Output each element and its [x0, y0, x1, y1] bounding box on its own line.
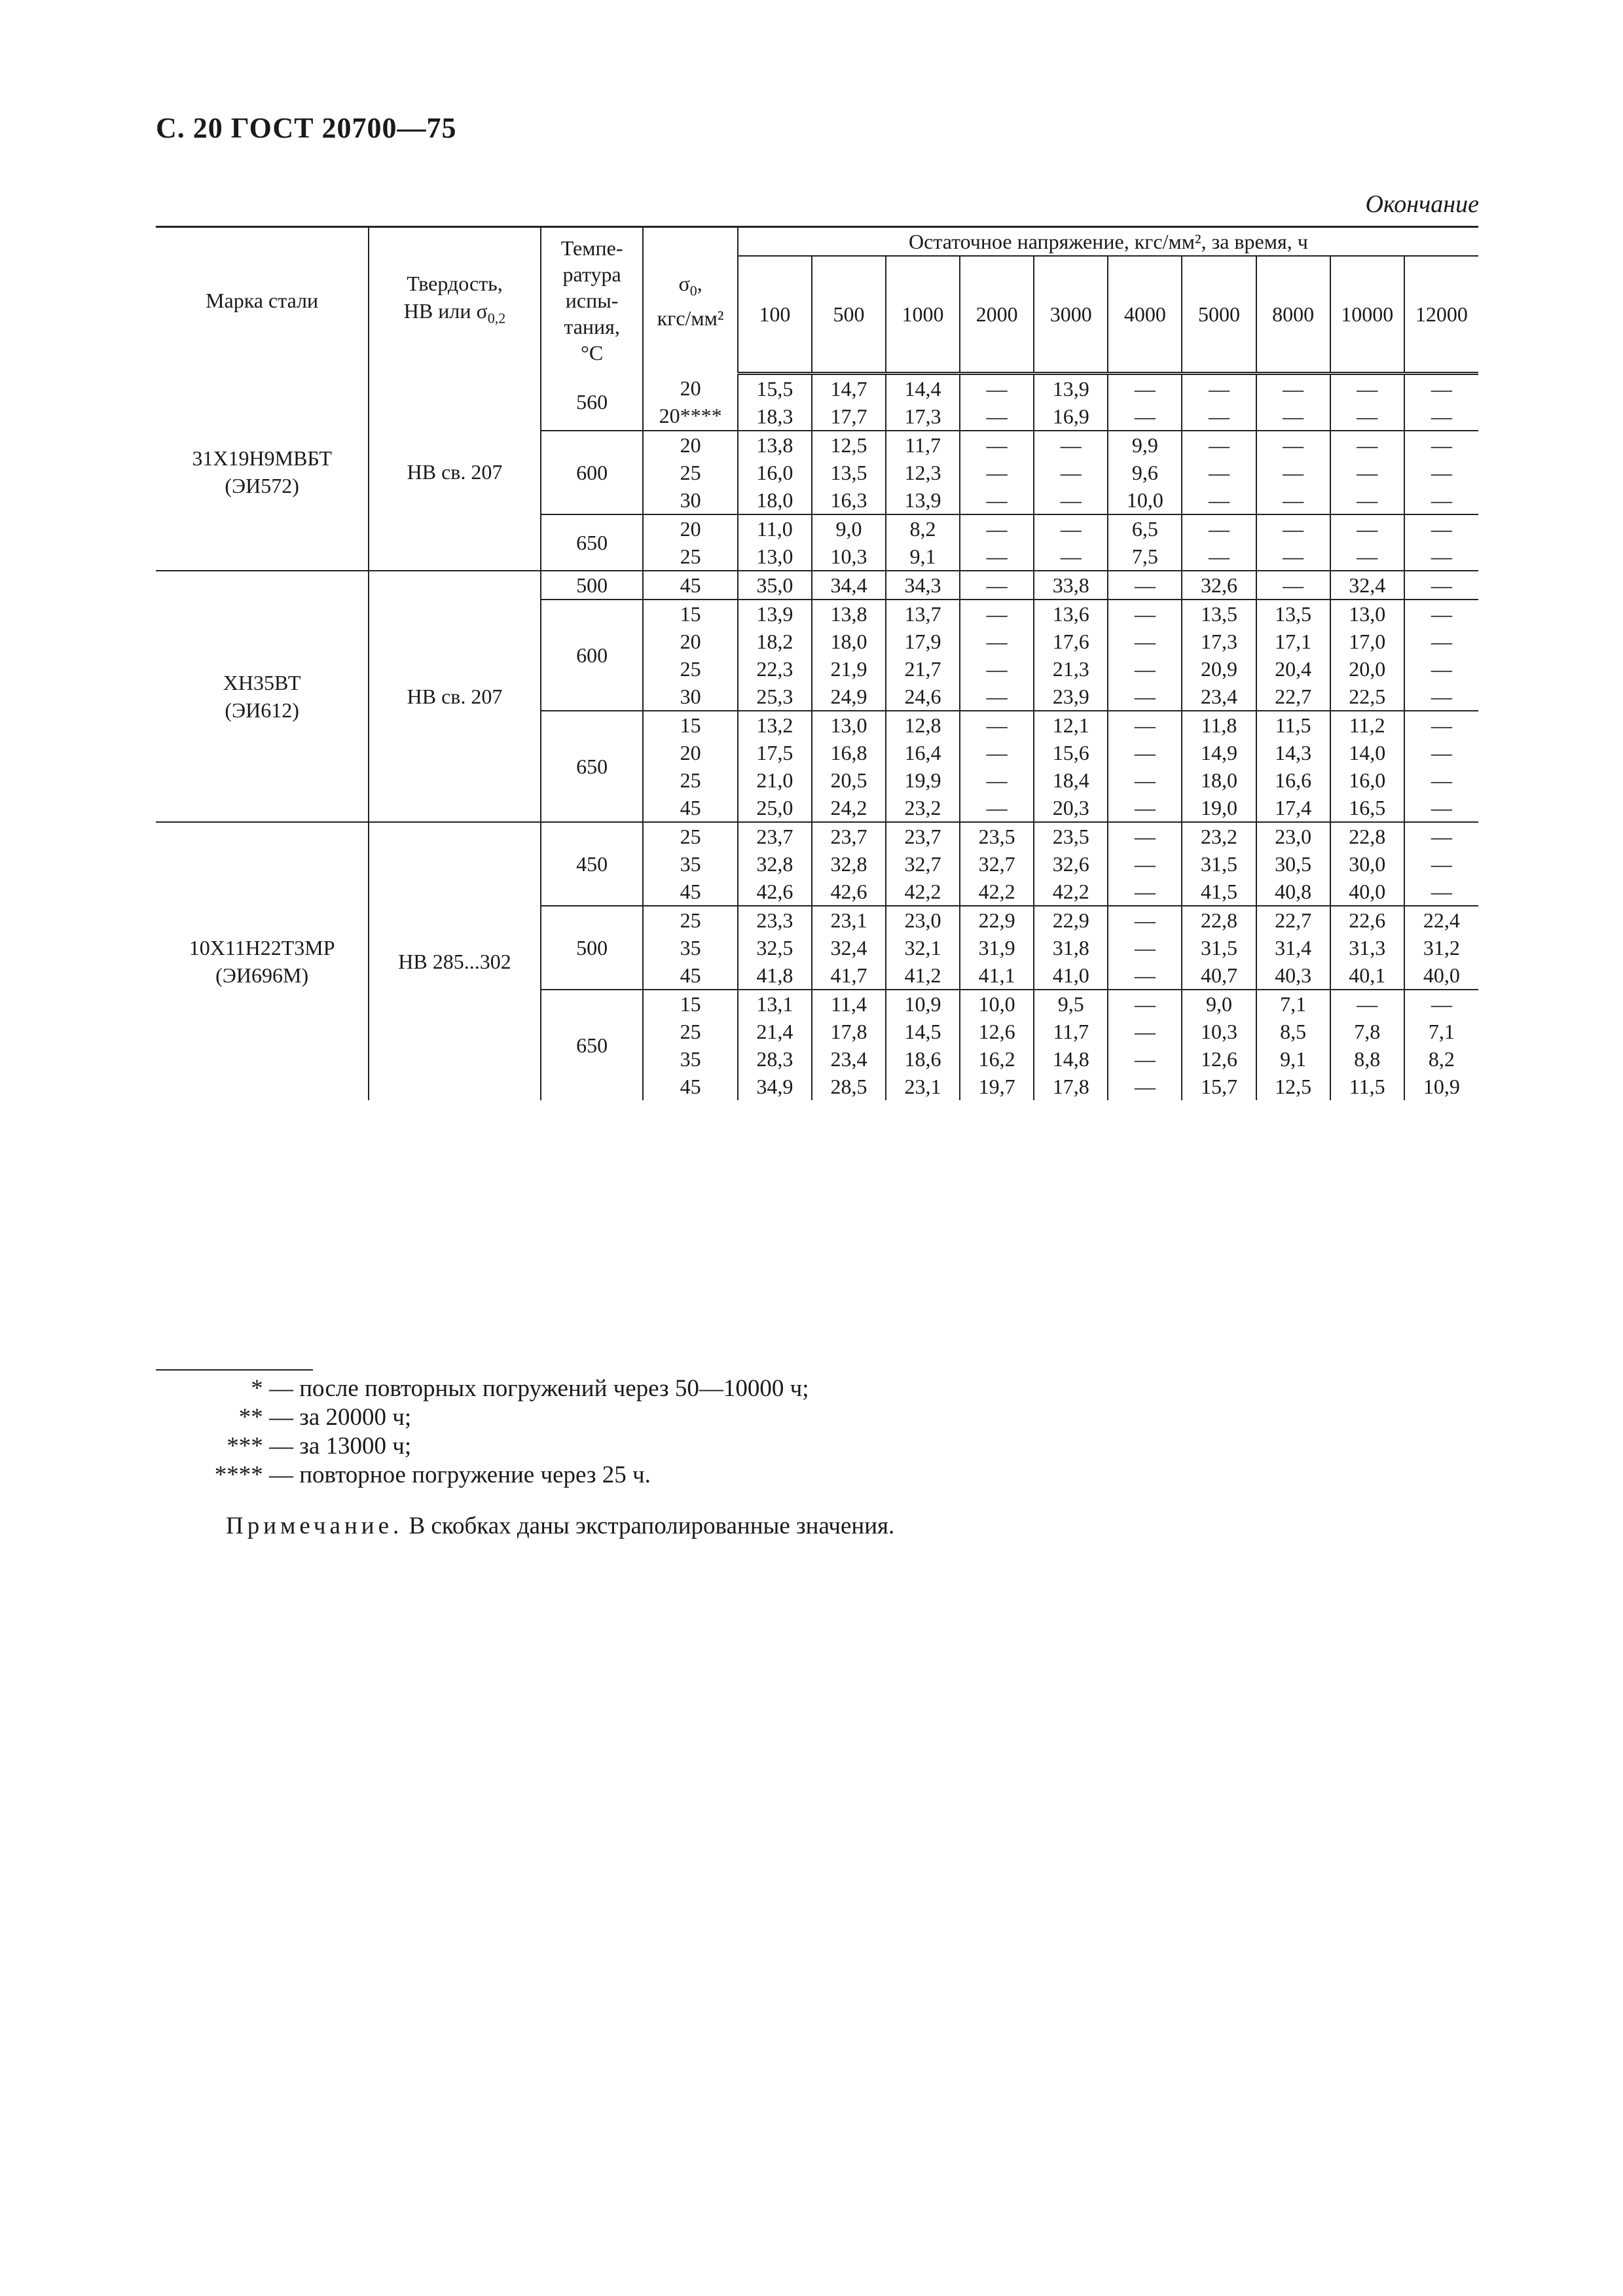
header-sigma: $\sigma_0$, кгс/мм² [643, 227, 737, 374]
residual-stress-value: 35,0 [738, 571, 812, 600]
residual-stress-value: 11,5 14,3 16,6 17,4 [1256, 711, 1330, 822]
residual-stress-value: — — — [1404, 431, 1478, 514]
residual-stress-value: 13,5 17,1 20,4 22,7 [1256, 600, 1330, 711]
residual-stress-value: 22,9 31,8 41,0 [1034, 906, 1108, 990]
residual-stress-value: 6,5 7,5 [1108, 514, 1182, 571]
test-temperature: 650 [541, 990, 644, 1100]
header-time-12000: 12000 [1404, 256, 1478, 374]
residual-stress-value: 23,7 32,8 42,6 [738, 822, 812, 906]
residual-stress-value: — — — [960, 431, 1034, 514]
residual-stress-value: 13,0 16,8 20,5 24,2 [812, 711, 886, 822]
residual-stress-value: — — [1108, 374, 1182, 431]
hardness-value: НВ 285...302 [369, 822, 541, 1100]
initial-stress: 25 35 45 [643, 906, 737, 990]
footnote-3: *** — за 13000 ч; [227, 1433, 412, 1460]
residual-stress-value: 23,3 32,5 41,8 [738, 906, 812, 990]
header-time-2000: 2000 [960, 256, 1034, 374]
footnote-separator [156, 1369, 313, 1371]
residual-stress-value: — — — — [1108, 600, 1182, 711]
header-time-3000: 3000 [1034, 256, 1108, 374]
test-temperature: 600 [541, 600, 644, 711]
stress-table [156, 226, 1478, 1100]
residual-stress-value: 22,6 31,3 40,1 [1330, 906, 1404, 990]
residual-stress-value: 13,5 17,3 20,9 23,4 [1182, 600, 1256, 711]
header-time-500: 500 [812, 256, 886, 374]
residual-stress-value: — — — [1330, 431, 1404, 514]
residual-stress-value: 9,0 10,3 12,6 15,7 [1182, 990, 1256, 1100]
residual-stress-value: 23,5 32,7 42,2 [960, 822, 1034, 906]
residual-stress-value: — — [1182, 514, 1256, 571]
initial-stress: 15 25 35 45 [643, 990, 737, 1100]
header-time-5000: 5000 [1182, 256, 1256, 374]
test-temperature: 500 [541, 906, 644, 990]
header-time-4000: 4000 [1108, 256, 1182, 374]
residual-stress-value: 13,8 16,0 18,0 [738, 431, 812, 514]
residual-stress-value: 12,5 13,5 16,3 [812, 431, 886, 514]
residual-stress-value: 9,9 9,6 10,0 [1108, 431, 1182, 514]
hardness-value: НВ св. 207 [369, 571, 541, 822]
test-temperature: 500 [541, 571, 644, 600]
initial-stress: 15 20 25 45 [643, 711, 737, 822]
residual-stress-value: 9,0 10,3 [812, 514, 886, 571]
page-header: С. 20 ГОСТ 20700—75 [156, 112, 457, 144]
residual-stress-value: 11,2 14,0 16,0 16,5 [1330, 711, 1404, 822]
table-row [156, 571, 1478, 600]
header-time-100: 100 [738, 256, 812, 374]
residual-stress-value: 23,0 30,5 40,8 [1256, 822, 1330, 906]
initial-stress: 20 20**** [643, 374, 737, 431]
residual-stress-value: — — — — [960, 600, 1034, 711]
residual-stress-value: — — [1034, 514, 1108, 571]
residual-stress-value: 23,7 32,8 42,6 [812, 822, 886, 906]
residual-stress-value: — — — — [1404, 711, 1478, 822]
steel-grade: ХН35ВТ (ЭИ612) [156, 571, 369, 822]
residual-stress-value: 32,6 [1182, 571, 1256, 600]
residual-stress-value: 22,9 31,9 41,1 [960, 906, 1034, 990]
residual-stress-value: 22,8 30,0 40,0 [1330, 822, 1404, 906]
test-temperature: 560 [541, 374, 644, 431]
test-temperature: 650 [541, 514, 644, 571]
residual-stress-value: — — [1330, 514, 1404, 571]
residual-stress-value: 23,2 31,5 41,5 [1182, 822, 1256, 906]
test-temperature: 450 [541, 822, 644, 906]
residual-stress-value: — — — [1034, 431, 1108, 514]
residual-stress-value: — — — [1404, 822, 1478, 906]
hardness-value: НВ св. 207 [369, 374, 541, 571]
residual-stress-value: — [1256, 571, 1330, 600]
residual-stress-value: 11,0 13,0 [738, 514, 812, 571]
residual-stress-value: 11,7 12,3 13,9 [886, 431, 960, 514]
initial-stress: 25 35 45 [643, 822, 737, 906]
header-temperature: Темпе- ратура испы- тания, °С [541, 227, 644, 374]
residual-stress-value: 34,3 [886, 571, 960, 600]
test-temperature: 600 [541, 431, 644, 514]
residual-stress-value: — — — [1108, 822, 1182, 906]
residual-stress-value: 13,6 17,6 21,3 23,9 [1034, 600, 1108, 711]
residual-stress-value: — — [1404, 514, 1478, 571]
initial-stress: 20 25 30 [643, 431, 737, 514]
residual-stress-value: 14,7 17,7 [812, 374, 886, 431]
table-continuation-label: Окончание [1365, 190, 1479, 218]
residual-stress-value: 22,7 31,4 40,3 [1256, 906, 1330, 990]
header-time-1000: 1000 [886, 256, 960, 374]
residual-stress-value: 10,9 14,5 18,6 23,1 [886, 990, 960, 1100]
residual-stress-value: — — — — [1404, 600, 1478, 711]
residual-stress-value: 22,8 31,5 40,7 [1182, 906, 1256, 990]
residual-stress-value: 14,4 17,3 [886, 374, 960, 431]
header-time-8000: 8000 [1256, 256, 1330, 374]
table-row [156, 822, 1478, 906]
table-note: Примечание. В скобках даны экстраполированные значения. [226, 1513, 895, 1539]
footnote-2: ** — за 20000 ч; [238, 1404, 412, 1431]
residual-stress-value: 7,1 8,5 9,1 12,5 [1256, 990, 1330, 1100]
residual-stress-value: — — [1256, 374, 1330, 431]
residual-stress-value: — — — [1108, 906, 1182, 990]
residual-stress-value: 13,7 17,9 21,7 24,6 [886, 600, 960, 711]
residual-stress-value: — 7,1 8,2 10,9 [1404, 990, 1478, 1100]
residual-stress-value: 12,8 16,4 19,9 23,2 [886, 711, 960, 822]
residual-stress-value: 23,0 32,1 41,2 [886, 906, 960, 990]
header-residual-stress: Остаточное напряжение, кгс/мм², за время, ч [738, 227, 1478, 257]
residual-stress-value: 23,7 32,7 42,2 [886, 822, 960, 906]
residual-stress-value: 13,0 17,0 20,0 22,5 [1330, 600, 1404, 711]
residual-stress-value: 33,8 [1034, 571, 1108, 600]
residual-stress-value: — — — [1256, 431, 1330, 514]
residual-stress-value: 34,4 [812, 571, 886, 600]
residual-stress-value: — [1108, 571, 1182, 600]
residual-stress-value: 10,0 12,6 16,2 19,7 [960, 990, 1034, 1100]
steel-grade: 31Х19Н9МВБТ (ЭИ572) [156, 374, 369, 571]
residual-stress-value: 32,4 [1330, 571, 1404, 600]
residual-stress-value: — [1404, 571, 1478, 600]
residual-stress-value: — — [1256, 514, 1330, 571]
residual-stress-value: 15,5 18,3 [738, 374, 812, 431]
residual-stress-value: 13,2 17,5 21,0 25,0 [738, 711, 812, 822]
residual-stress-value: — — — [1182, 431, 1256, 514]
residual-stress-value: — — — — [1108, 990, 1182, 1100]
header-time-10000: 10000 [1330, 256, 1404, 374]
footnote-1: * — после повторных погружений через 50—10000 ч; [251, 1375, 809, 1402]
initial-stress: 20 25 [643, 514, 737, 571]
header-hardness: Твердость, НВ или $\sigma_{0,2}$ [369, 227, 541, 374]
residual-stress-value: — 7,8 8,8 11,5 [1330, 990, 1404, 1100]
residual-stress-value: 13,1 21,4 28,3 34,9 [738, 990, 812, 1100]
residual-stress-value: — — — — [960, 711, 1034, 822]
residual-stress-value: — — — — [1108, 711, 1182, 822]
residual-stress-value: 9,5 11,7 14,8 17,8 [1034, 990, 1108, 1100]
residual-stress-value: 8,2 9,1 [886, 514, 960, 571]
residual-stress-value: 12,1 15,6 18,4 20,3 [1034, 711, 1108, 822]
residual-stress-value: 13,9 18,2 22,3 25,3 [738, 600, 812, 711]
residual-stress-value: — — [1330, 374, 1404, 431]
residual-stress-value: — — [1182, 374, 1256, 431]
initial-stress: 45 [643, 571, 737, 600]
table-row [156, 374, 1478, 431]
residual-stress-value: 11,4 17,8 23,4 28,5 [812, 990, 886, 1100]
footnote-4: **** — повторное погружение через 25 ч. [214, 1462, 651, 1488]
residual-stress-value: — — [960, 374, 1034, 431]
residual-stress-value: 13,9 16,9 [1034, 374, 1108, 431]
residual-stress-value: 13,8 18,0 21,9 24,9 [812, 600, 886, 711]
residual-stress-value: — — [1404, 374, 1478, 431]
residual-stress-value: 22,4 31,2 40,0 [1404, 906, 1478, 990]
residual-stress-value: 11,8 14,9 18,0 19,0 [1182, 711, 1256, 822]
test-temperature: 650 [541, 711, 644, 822]
residual-stress-value: 23,5 32,6 42,2 [1034, 822, 1108, 906]
steel-grade: 10Х11Н22Т3МР (ЭИ696М) [156, 822, 369, 1100]
initial-stress: 15 20 25 30 [643, 600, 737, 711]
header-steel: Марка стали [156, 227, 369, 374]
residual-stress-value: — — [960, 514, 1034, 571]
residual-stress-value: — [960, 571, 1034, 600]
residual-stress-value: 23,1 32,4 41,7 [812, 906, 886, 990]
